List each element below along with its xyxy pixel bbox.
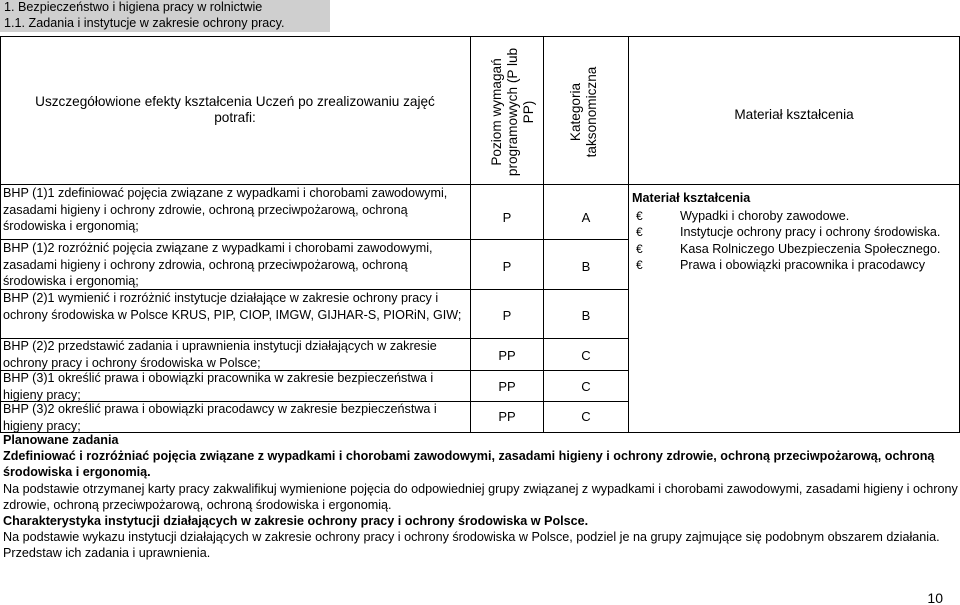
table-row-category: C [581,379,591,394]
table-row-effect: BHP (1)2 rozróżnić pojęcia związane z wypadkami i chorobami zawodowymi, zasadami higieny i ochrony zdrowia, ochroną przeciwpożarową, ochroną środowiska i ergonomią; [3,241,433,289]
list-item: € Prawa i obowiązki pracownika i pracodawcy [636,258,925,273]
list-item: € Kasa Rolniczego Ubezpieczenia Społecznego. [636,241,941,256]
table-row-category: C [581,348,591,363]
material-title: Materiał kształcenia [632,191,751,205]
table-row-category: C [581,409,591,424]
column-header-material: Materiał kształcenia [734,107,854,122]
column-header-effects: Uszczegółowione efekty kształcenia Uczeń po zrealizowaniu zajęć potrafi: [35,94,435,125]
planned-tasks [0,432,960,562]
table-row-effect: BHP (1)1 zdefiniować pojęcia związane z wypadkami i chorobami zawodowymi, zasadami higieny i ochrony zdrowie, ochroną przeciwpożarową, ochroną środowiska i ergonomią; [3,186,448,234]
task-title: Zdefiniować i rozróżniać pojęcia związane z wypadkami i chorobami zawodowymi, zasadami higieny i ochrony zdrowie, ochroną przeciwpożarową, ochroną środowiska i ergonomią. [3,449,935,480]
table-row-category: B [581,259,591,274]
table-row-level: PP [498,379,516,394]
table-row-category: A [581,210,591,225]
list-item: € Instytucje ochrony pracy i ochrony środowiska. [636,225,941,240]
table-row-category: B [581,308,591,323]
list-item: € Wypadki i choroby zawodowe. [636,209,850,223]
task-description: Na podstawie wykazu instytucji działających w zakresie ochrony pracy i ochrony środowiska w Polsce, podziel je na grupy zajmujące się podobnym obszarem działania. Przedstaw ich zadania i uprawnienia. [3,530,940,561]
table-row-level: P [502,259,512,274]
bullet-icon: € [636,209,643,223]
table-row-effect: BHP (2)2 przedstawić zadania i uprawnienia instytucji działających w zakresie ochrony pracy i ochrony środowiska w Polsce; [3,339,437,370]
table-row-effect: BHP (3)1 określić prawa i obowiązki pracownika w zakresie bezpieczeństwa i higieny pracy; [3,371,434,402]
task-title: Charakterystyka instytucji działających w zakresie ochrony pracy i ochrony środowiska w Polsce. [3,514,589,529]
section-heading: 1.1. Zadania i instytucje w zakresie ochrony pracy. [0,16,330,32]
table-row-level: PP [498,409,516,424]
table-row-level: P [502,210,512,225]
planned-tasks-title: Planowane zadania [3,433,119,447]
table-row-effect: BHP (2)1 wymienić i rozróżnić instytucje działające w zakresie ochrony pracy i ochrony środowiska w Polsce KRUS, PIP, CIOP, IMGW, GIJHAR-S, PIORiN, GIW; [3,291,462,322]
bullet-icon: € [636,225,643,240]
material-list [636,208,956,274]
chapter-heading: 1. Bezpieczeństwo i higiena pracy w rolnictwie [0,0,330,16]
column-header-category: Kategoria taksonomiczna [568,66,599,158]
task-description: Na podstawie otrzymanej karty pracy zakwalifikuj wymienione pojęcia do odpowiedniej grupy związanej z wypadkami i chorobami zawodowymi, zasadami higieny i ochrony zdrowie, ochroną przeciwpożarową, ochroną środowiska i ergonomią. [3,481,958,512]
table-row-level: PP [498,348,516,363]
bullet-icon: € [636,241,643,256]
table-row-level: P [502,308,512,323]
bullet-icon: € [636,258,643,273]
column-header-level: Poziom wymagań programowych (P lub PP) [489,47,536,177]
table-row-effect: BHP (3)2 określić prawa i obowiązki pracodawcy w zakresie bezpieczeństwa i higieny pracy; [3,402,437,433]
page-number: 10 [927,590,943,605]
